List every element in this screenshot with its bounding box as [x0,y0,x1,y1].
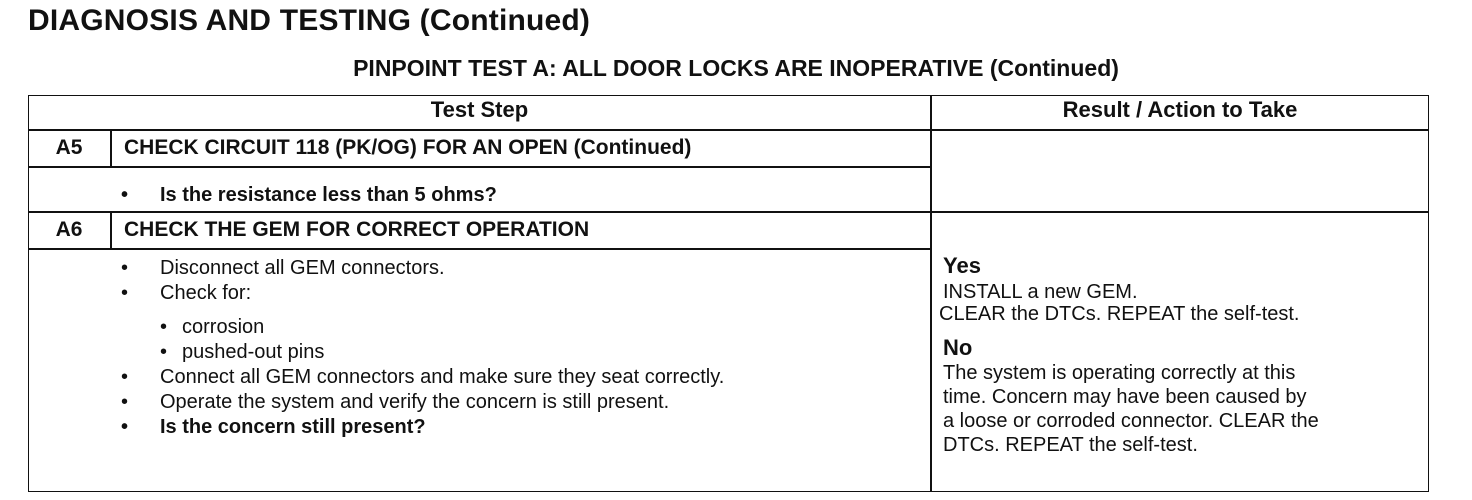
a6-sub-bullet-pins: pushed-out pins [182,341,325,363]
test-title: PINPOINT TEST A: ALL DOOR LOCKS ARE INOPERATIVE (Continued) [353,55,1119,81]
result-yes-line: INSTALL a new GEM. [943,281,1138,303]
a5-id-divider [110,129,112,167]
a6-question: Is the concern still present? [160,416,426,438]
step-id-a6: A6 [55,218,83,241]
bullet-marker: • [121,391,129,413]
a6-bullet-disconnect: Disconnect all GEM connectors. [160,257,445,279]
a6-id-divider [110,211,112,249]
step-id-a5: A5 [55,136,83,159]
header-divider [28,129,1429,131]
a6-sub-bullet-corrosion: corrosion [182,316,265,338]
bullet-marker: • [121,282,129,304]
column-divider [930,95,932,492]
sub-bullet-marker: • [160,341,168,363]
bullet-marker: • [121,366,129,388]
a5-title-divider [28,166,931,168]
result-no-line: The system is operating correctly at this [943,362,1296,384]
a6-bullet-operate: Operate the system and verify the concern is still present. [160,391,670,413]
a6-bullet-connect: Connect all GEM connectors and make sure they seat correctly. [160,366,725,388]
a6-bullet-check-for: Check for: [160,282,252,304]
step-title-a6: CHECK THE GEM FOR CORRECT OPERATION [124,218,590,241]
header-test-step: Test Step [430,97,529,122]
result-yes-label: Yes [943,253,981,278]
page-heading: DIAGNOSIS AND TESTING (Continued) [28,4,591,37]
bullet-marker: • [121,416,129,438]
bullet-marker: • [121,257,129,279]
sub-bullet-marker: • [160,316,168,338]
bullet-marker: • [121,184,129,206]
result-no-line: time. Concern may have been caused by [943,386,1307,408]
step-title-a5: CHECK CIRCUIT 118 (PK/OG) FOR AN OPEN (Continued) [124,136,692,159]
result-no-line: DTCs. REPEAT the self-test. [943,434,1198,456]
a5-question: Is the resistance less than 5 ohms? [160,184,497,206]
result-no-label: No [943,335,973,360]
a6-title-divider [28,248,931,250]
a5-row-divider [28,211,1429,213]
header-result-action: Result / Action to Take [1062,97,1298,122]
result-no-line: a loose or corroded connector. CLEAR the [943,410,1319,432]
result-yes-line: CLEAR the DTCs. REPEAT the self-test. [939,303,1300,325]
